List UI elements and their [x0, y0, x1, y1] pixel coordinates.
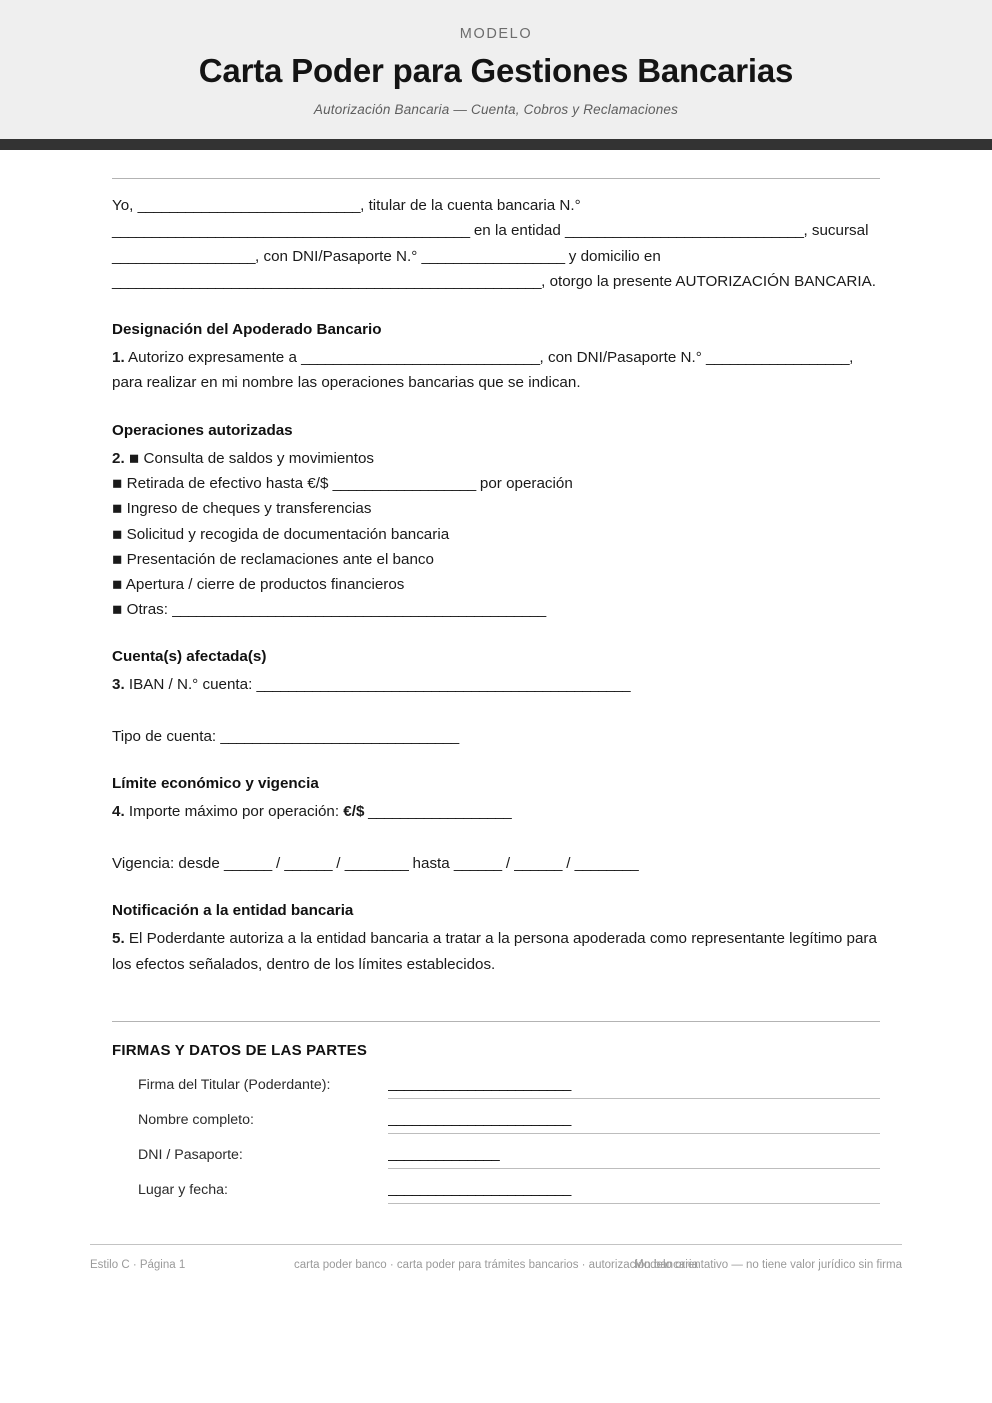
- signature-row-firma-titular: [138, 1075, 880, 1099]
- signature-row-nombre-completo: [138, 1110, 880, 1134]
- list-item[interactable]: [112, 572, 880, 597]
- checkbox-icon[interactable]: ◼: [112, 576, 123, 591]
- intro-text-2: , titular de la cuenta bancaria N.°: [360, 196, 581, 214]
- page-title: Carta Poder para Gestiones Bancarias: [198, 52, 794, 89]
- footer-disclaimer: Modelo orientativo — no tiene valor jurídico sin firma: [634, 1259, 902, 1272]
- checkbox-icon[interactable]: ◼: [112, 602, 123, 617]
- signature-field[interactable]: [388, 1145, 880, 1169]
- signature-rule: [388, 1133, 880, 1134]
- footer-divider: [90, 1244, 902, 1245]
- vigencia-hasta-label: hasta: [408, 854, 454, 872]
- signature-rule: [388, 1203, 880, 1204]
- vigencia-sep-1: /: [271, 854, 285, 872]
- signature-underscores[interactable]: _______________________: [388, 1075, 571, 1093]
- designacion-blank-apoderado[interactable]: ______________________________: [301, 348, 540, 366]
- cuentas-tipo-line: [112, 724, 880, 750]
- vigencia-sep-2: /: [332, 854, 345, 872]
- section-heading-firmas: FIRMAS Y DATOS DE LAS PARTES: [112, 1042, 368, 1060]
- signature-row-lugar-fecha: [138, 1180, 880, 1204]
- intro-blank-domicilio[interactable]: ______________________________________________________: [112, 273, 542, 291]
- document-header: [0, 0, 992, 139]
- vigencia-desde-dia[interactable]: ______: [224, 854, 272, 872]
- list-item[interactable]: [112, 597, 880, 622]
- list-item[interactable]: [112, 446, 880, 471]
- intro-blank-dni[interactable]: __________________: [421, 247, 565, 265]
- top-divider: [112, 178, 880, 179]
- signature-underscores[interactable]: _______________________: [388, 1180, 571, 1198]
- list-item-label: Apertura / cierre de productos financieros: [125, 575, 405, 593]
- list-item-label: Otras:: [126, 601, 173, 619]
- cuentas-number: 3.: [112, 676, 125, 694]
- section-heading-notificacion: Notificación a la entidad bancaria: [112, 902, 354, 920]
- designacion-text-3: , para realizar en mi nombre las operaciones bancarias que se indican.: [112, 348, 854, 392]
- intro-text-4: , sucursal: [803, 222, 869, 240]
- operaciones-blank-otras[interactable]: _______________________________________________: [172, 601, 546, 619]
- section-heading-limite: Límite económico y vigencia: [112, 775, 319, 793]
- vigencia-line: [112, 851, 880, 877]
- cuentas-blank-iban[interactable]: _______________________________________________: [256, 676, 631, 694]
- vigencia-hasta-mes[interactable]: ______: [514, 854, 562, 872]
- limite-blank-importe[interactable]: __________________: [364, 803, 512, 821]
- checkbox-icon[interactable]: ◼: [112, 551, 123, 566]
- checkbox-icon[interactable]: ◼: [128, 450, 140, 465]
- intro-blank-entidad[interactable]: ______________________________: [565, 222, 804, 240]
- list-item-label: Ingreso de cheques y transferencias: [126, 500, 372, 518]
- intro-text-3: en la entidad: [469, 222, 561, 240]
- notificacion-number: 5.: [112, 930, 125, 948]
- designacion-number: 1.: [112, 348, 125, 366]
- limite-importe-line: [112, 799, 880, 825]
- list-item[interactable]: [112, 496, 880, 521]
- limite-number: 4.: [112, 803, 125, 821]
- cuentas-iban-line: [112, 672, 880, 698]
- intro-text-5: , con DNI/Pasaporte N.°: [255, 247, 418, 265]
- intro-text-6: y domicilio en: [564, 247, 661, 265]
- vigencia-hasta-dia[interactable]: ______: [453, 854, 502, 872]
- vigencia-hasta-anio[interactable]: ________: [574, 854, 639, 872]
- cuentas-tipo-label: Tipo de cuenta:: [112, 727, 221, 745]
- document-body: [0, 178, 992, 1204]
- intro-blank-nombre[interactable]: ____________________________: [137, 196, 361, 214]
- list-item-label: Consulta de saldos y movimientos: [143, 449, 374, 467]
- header-subtitle: Autorización Bancaria — Cuenta, Cobros y Reclamaciones: [313, 101, 679, 117]
- currency-label: €/$: [343, 803, 365, 821]
- signature-underscores[interactable]: ______________: [388, 1145, 500, 1163]
- list-item[interactable]: [112, 471, 880, 496]
- list-item-label: Solicitud y recogida de documentación bancaria: [126, 525, 450, 543]
- designacion-text-2: , con DNI/Pasaporte N.°: [539, 348, 702, 366]
- signature-label: Nombre completo:: [138, 1112, 254, 1129]
- list-item[interactable]: [112, 547, 880, 572]
- intro-text-8: presente AUTORIZACIÓN BANCARIA.: [612, 273, 876, 291]
- intro-blank-cuenta[interactable]: _____________________________________________: [112, 222, 470, 240]
- operaciones-number: 2.: [112, 449, 125, 467]
- header-accent-bar: [0, 139, 992, 150]
- footer-keywords: carta poder banco · carta poder para trámites bancarios · autorización bancaria: [294, 1259, 698, 1272]
- list-item[interactable]: [112, 522, 880, 547]
- header-kicker: MODELO: [459, 26, 533, 42]
- checkbox-icon[interactable]: ◼: [112, 526, 123, 541]
- signatures-block: [112, 1075, 880, 1204]
- document-footer: [0, 1244, 992, 1285]
- section-heading-designacion: Designación del Apoderado Bancario: [112, 320, 382, 338]
- intro-paragraph: [112, 193, 880, 295]
- designacion-blank-dni[interactable]: __________________: [706, 348, 850, 366]
- signature-rule: [388, 1098, 880, 1099]
- signature-label: Lugar y fecha:: [138, 1182, 228, 1199]
- operaciones-list: [112, 446, 880, 622]
- list-item-label: Retirada de efectivo hasta €/$: [126, 475, 333, 493]
- footer-left-text: Estilo C · Página 1: [90, 1259, 186, 1272]
- signature-label: DNI / Pasaporte:: [138, 1147, 243, 1164]
- section-heading-operaciones: Operaciones autorizadas: [112, 421, 293, 439]
- operaciones-blank-importe[interactable]: __________________: [332, 475, 476, 493]
- designacion-paragraph: [112, 345, 880, 396]
- notificacion-paragraph: [112, 926, 880, 977]
- checkbox-icon[interactable]: ◼: [112, 476, 123, 491]
- notificacion-text: El Poderdante autoriza a la entidad bancaria a tratar a la persona apoderada como representante legítimo para los efectos señalados, dentro de los límites establecidos.: [112, 930, 877, 973]
- signature-label: Firma del Titular (Poderdante):: [138, 1077, 331, 1094]
- section-heading-cuentas: Cuenta(s) afectada(s): [112, 648, 267, 666]
- vigencia-sep-4: /: [561, 854, 575, 872]
- signature-field[interactable]: [388, 1110, 880, 1134]
- signature-field[interactable]: [388, 1075, 880, 1099]
- cuentas-blank-tipo[interactable]: ______________________________: [220, 727, 459, 745]
- checkbox-icon[interactable]: ◼: [112, 501, 123, 516]
- signature-field[interactable]: [388, 1180, 880, 1204]
- intro-blank-sucursal[interactable]: __________________: [112, 247, 256, 265]
- vigencia-label: Vigencia: desde: [112, 854, 225, 872]
- designacion-text-1: Autorizo expresamente a: [124, 348, 302, 366]
- signature-rule: [388, 1168, 880, 1169]
- signature-row-dni-pasaporte: [138, 1145, 880, 1169]
- limite-importe-label: Importe máximo por operación:: [124, 803, 344, 821]
- intro-text-1: Yo,: [112, 196, 138, 214]
- cuentas-iban-label: IBAN / N.° cuenta:: [124, 676, 257, 694]
- vigencia-desde-anio[interactable]: ________: [344, 854, 409, 872]
- vigencia-desde-mes[interactable]: ______: [284, 854, 333, 872]
- list-item-label-suffix: por operación: [475, 475, 573, 493]
- vigencia-sep-3: /: [501, 854, 515, 872]
- intro-text-7: , otorgo la: [541, 273, 609, 291]
- list-item-label: Presentación de reclamaciones ante el banco: [126, 550, 434, 568]
- signature-underscores[interactable]: _______________________: [388, 1110, 571, 1128]
- footer-row: [90, 1259, 902, 1285]
- signatures-divider: [112, 1021, 880, 1022]
